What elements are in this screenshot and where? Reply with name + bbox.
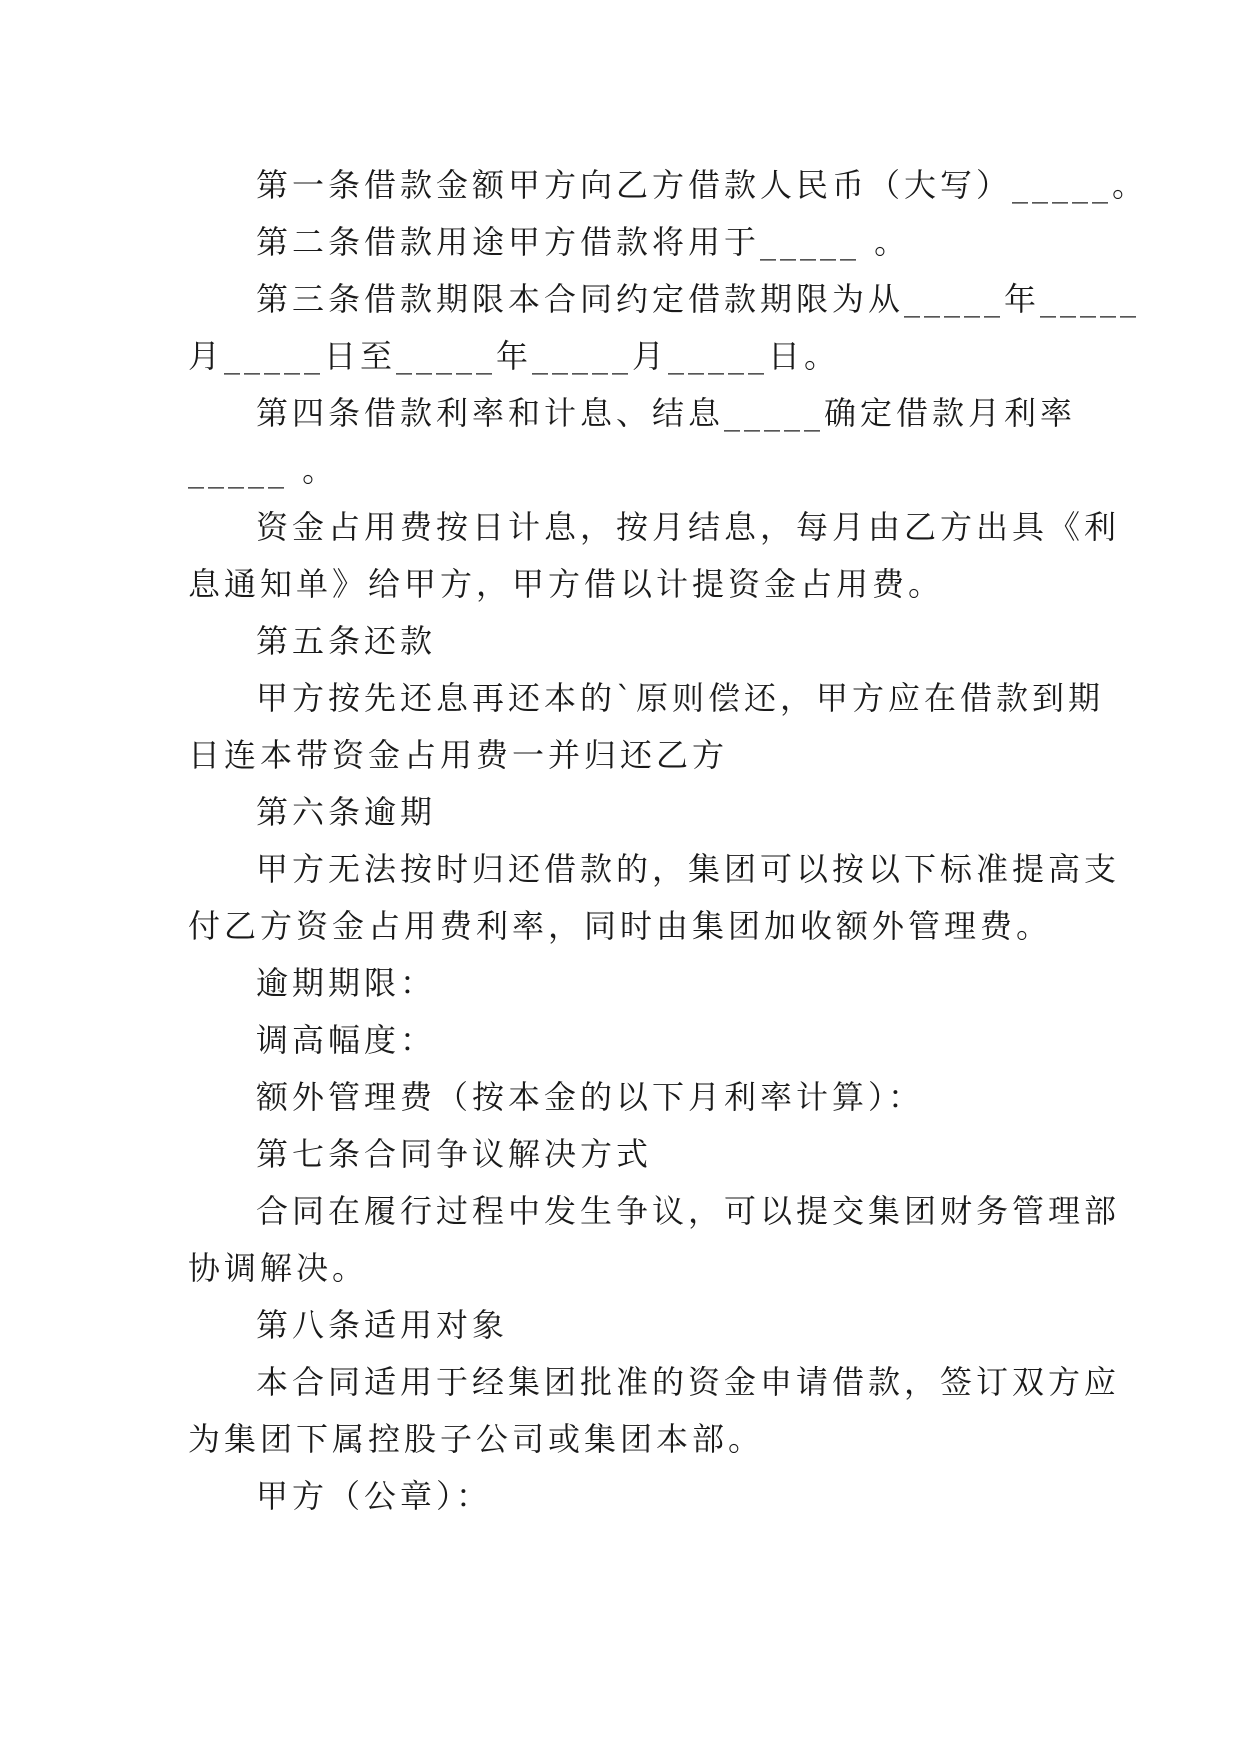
rate-increase-label: 调高幅度： (256, 1021, 437, 1059)
clause-3-term-line-1: 第三条借款期限本合同约定借款期限为从_____年_____ (256, 280, 1141, 318)
clause-8-heading: 第八条适用对象 (256, 1306, 509, 1344)
dispute-paragraph-line-2: 协调解决。 (188, 1249, 369, 1287)
clause-6-heading: 第六条逾期 (256, 793, 437, 831)
clause-1-amount: 第一条借款金额甲方向乙方借款人民币（大写）_____。 (256, 166, 1149, 204)
extra-fee-label: 额外管理费（按本金的以下月利率计算）： (256, 1078, 925, 1116)
interest-paragraph-line-2: 息通知单》给甲方，甲方借以计提资金占用费。 (188, 565, 945, 603)
clause-2-purpose: 第二条借款用途甲方借款将用于_____ 。 (256, 223, 911, 261)
clause-5-heading: 第五条还款 (256, 622, 437, 660)
repayment-paragraph-line-2: 日连本带资金占用费一并归还乙方 (188, 736, 729, 774)
interest-paragraph-line-1: 资金占用费按日计息，按月结息，每月由乙方出具《利 (256, 508, 1121, 546)
repayment-paragraph-line-1: 甲方按先还息再还本的`原则偿还，甲方应在借款到期 (256, 679, 1105, 717)
scope-paragraph-line-2: 为集团下属控股子公司或集团本部。 (188, 1420, 765, 1458)
overdue-paragraph-line-2: 付乙方资金占用费利率，同时由集团加收额外管理费。 (188, 907, 1053, 945)
party-a-seal-label: 甲方（公章）： (256, 1477, 493, 1515)
overdue-period-label: 逾期期限： (256, 964, 437, 1002)
scope-paragraph-line-1: 本合同适用于经集团批准的资金申请借款，签订双方应 (256, 1363, 1121, 1401)
dispute-paragraph-line-1: 合同在履行过程中发生争议，可以提交集团财务管理部 (256, 1192, 1121, 1230)
clause-7-heading: 第七条合同争议解决方式 (256, 1135, 653, 1173)
clause-3-term-line-2: 月_____日至_____年_____月_____日。 (188, 337, 841, 375)
clause-4-rate-line-2: _____ 。 (188, 451, 339, 489)
clause-4-rate-line-1: 第四条借款利率和计息、结息_____确定借款月利率 (256, 394, 1077, 432)
overdue-paragraph-line-1: 甲方无法按时归还借款的，集团可以按以下标准提高支 (256, 850, 1121, 888)
